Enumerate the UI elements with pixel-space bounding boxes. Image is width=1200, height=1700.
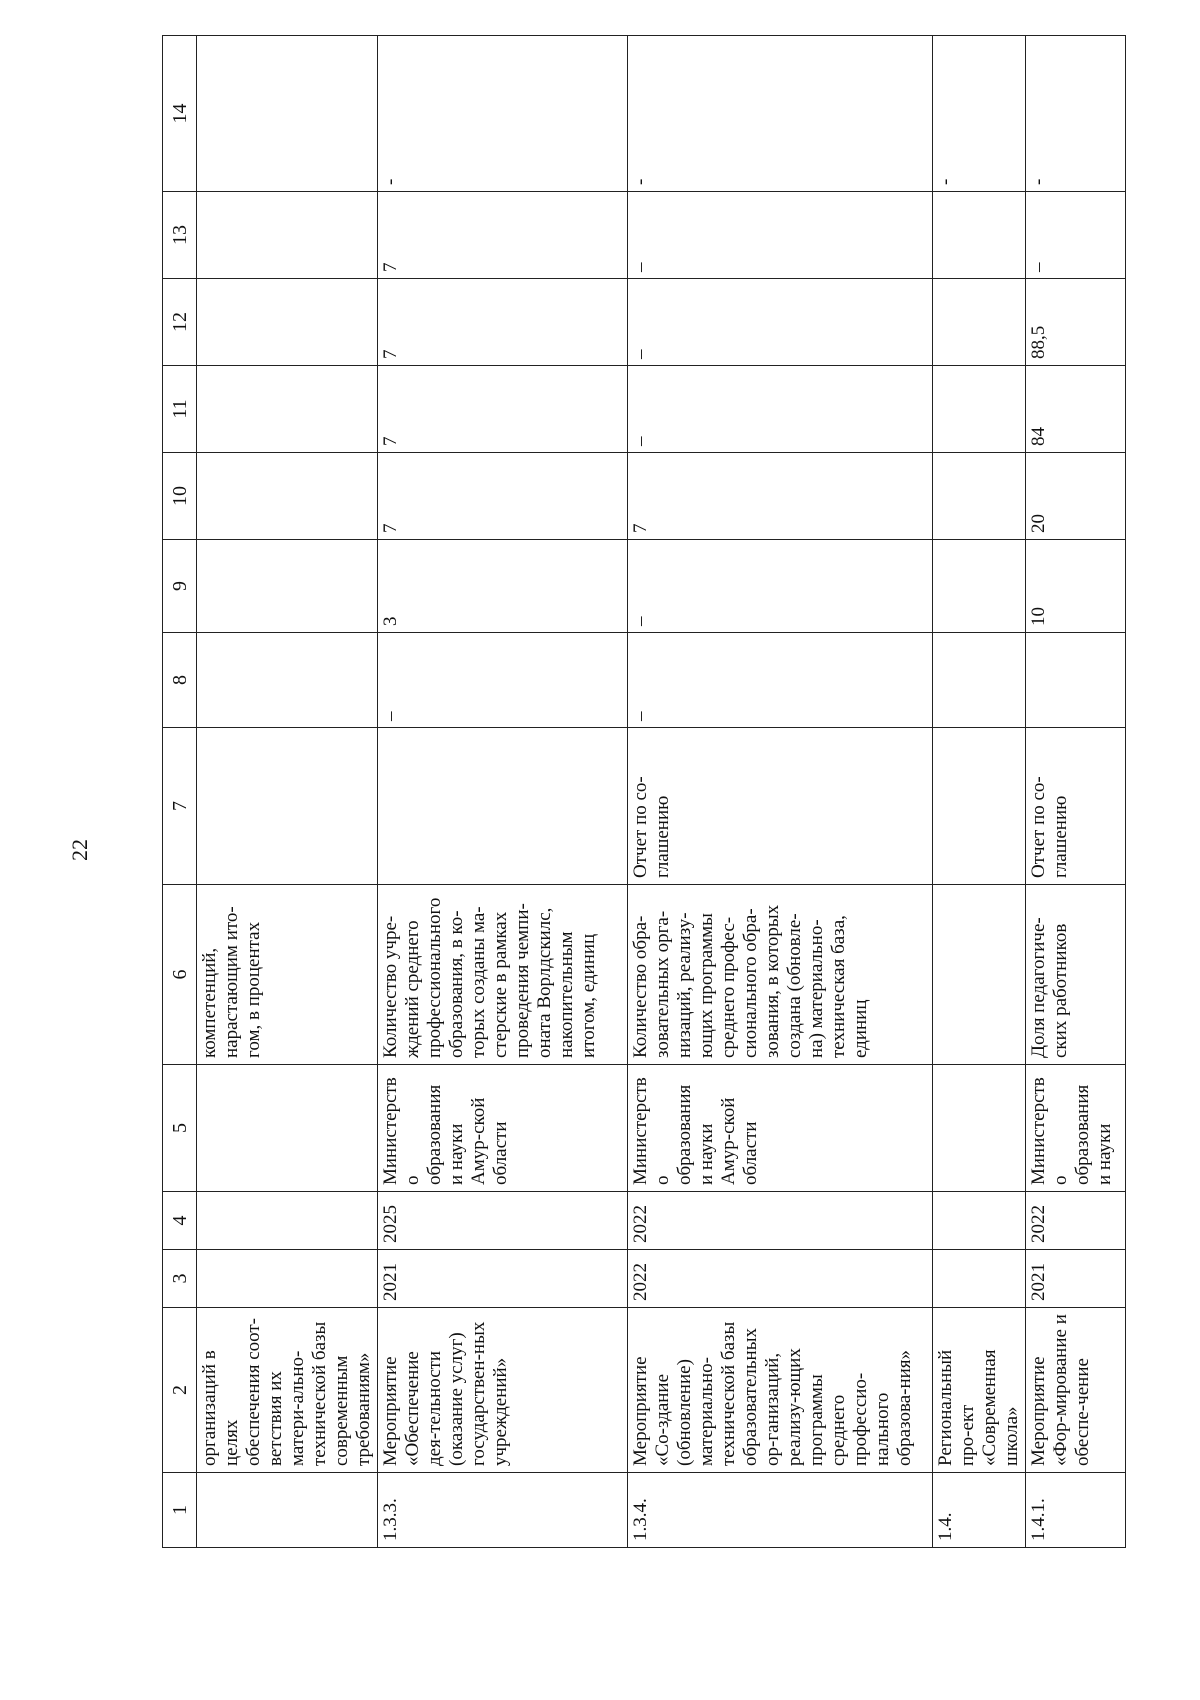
cell: - (378, 36, 628, 192)
cell: 1.3.3. (378, 1473, 628, 1548)
cell: 2022 (628, 1250, 933, 1308)
cell (197, 453, 378, 540)
cell: 7 (628, 453, 933, 540)
cell: Отчет по со-глашению (1026, 728, 1126, 885)
cell: – (378, 633, 628, 728)
cell: Количество учре-ждений среднего профессионального образования, в ко-торых созданы ма-стерские в рамках проведения чемпи-оната Ворлдскилс, накопительным итогом, единиц (378, 885, 628, 1065)
cell (933, 366, 1026, 453)
col-header-14: 14 (163, 36, 197, 192)
cell: 10 (1026, 540, 1126, 633)
cell: 3 (378, 540, 628, 633)
cell (197, 633, 378, 728)
col-header-4: 4 (163, 1192, 197, 1250)
cell: 84 (1026, 366, 1126, 453)
cell: Региональный про-ект «Современная школа» (933, 1308, 1026, 1473)
cell (197, 540, 378, 633)
cell (933, 1250, 1026, 1308)
cell (933, 540, 1026, 633)
cell: 2022 (628, 1192, 933, 1250)
cell: – (1026, 192, 1126, 279)
col-header-1: 1 (163, 1473, 197, 1548)
cell: компетенций, нарастающим ито-гом, в процентах (197, 885, 378, 1065)
cell: 1.3.4. (628, 1473, 933, 1548)
cell: 1.4. (933, 1473, 1026, 1548)
cell: Министерство образования и науки Амур-ской области (378, 1065, 628, 1192)
header-row (163, 36, 197, 1548)
cell (197, 728, 378, 885)
cell: 2021 (1026, 1250, 1126, 1308)
col-header-11: 11 (163, 366, 197, 453)
cell: – (628, 192, 933, 279)
cell: Доля педагогиче-ских работников (1026, 885, 1126, 1065)
cell: - (628, 36, 933, 192)
cell: Мероприятие «Со-здание (обновление) материально-технической базы образовательных ор-ганизаций, реализу-ющих программы среднего профессио-нального образова-ния» (628, 1308, 933, 1473)
col-header-9: 9 (163, 540, 197, 633)
col-header-8: 8 (163, 633, 197, 728)
table-row (378, 36, 628, 1548)
table-row (1026, 36, 1126, 1548)
cell: - (1026, 36, 1126, 192)
cell: 7 (378, 192, 628, 279)
cell: Министерство образования и науки (1026, 1065, 1126, 1192)
cell (933, 1065, 1026, 1192)
cell: 2022 (1026, 1192, 1126, 1250)
cell: 2021 (378, 1250, 628, 1308)
cell: Количество обра-зовательных орга-низаций, реализу-ющих программы среднего профес-сионального обра-зования, в которых создана (обновле-на) материально-техническая база, единиц (628, 885, 933, 1065)
col-header-13: 13 (163, 192, 197, 279)
cell: - (933, 36, 1026, 192)
cell (197, 192, 378, 279)
cell: – (628, 540, 933, 633)
cell (197, 1250, 378, 1308)
cell: 20 (1026, 453, 1126, 540)
cell: Мероприятие «Фор-мирование и обеспе-чение (1026, 1308, 1126, 1473)
cell (933, 885, 1026, 1065)
cell (933, 192, 1026, 279)
cell: Министерство образования и науки Амур-ской области (628, 1065, 933, 1192)
col-header-3: 3 (163, 1250, 197, 1308)
cell: 7 (378, 453, 628, 540)
cell: – (628, 279, 933, 366)
col-header-6: 6 (163, 885, 197, 1065)
cell (933, 453, 1026, 540)
table-row (933, 36, 1026, 1548)
cell: – (628, 633, 933, 728)
cell: 1.4.1. (1026, 1473, 1126, 1548)
cell (933, 633, 1026, 728)
cell: – (628, 366, 933, 453)
col-header-5: 5 (163, 1065, 197, 1192)
cell (933, 728, 1026, 885)
col-header-10: 10 (163, 453, 197, 540)
cell (197, 279, 378, 366)
cell (197, 1473, 378, 1548)
cell: 7 (378, 279, 628, 366)
col-header-2: 2 (163, 1308, 197, 1473)
table-row (628, 36, 933, 1548)
cell: 7 (378, 366, 628, 453)
rotated-table-wrapper (162, 36, 1115, 1548)
cell (197, 366, 378, 453)
page-number: 22 (67, 839, 92, 861)
cell: 88,5 (1026, 279, 1126, 366)
cell: 2025 (378, 1192, 628, 1250)
cell: Отчет по со-глашению (628, 728, 933, 885)
program-table (162, 35, 1126, 1548)
cell (197, 36, 378, 192)
cell (197, 1192, 378, 1250)
col-header-7: 7 (163, 728, 197, 885)
cell (1026, 633, 1126, 728)
cell (933, 279, 1026, 366)
cell: Мероприятие «Обеспечение дея-тельности (оказание услуг) государствен-ных учреждений» (378, 1308, 628, 1473)
cell: организаций в целях обеспечения соот-ветствия их матери-ально-технической базы современным требованиям» (197, 1308, 378, 1473)
cell (197, 1065, 378, 1192)
table-row (197, 36, 378, 1548)
col-header-12: 12 (163, 279, 197, 366)
cell (378, 728, 628, 885)
cell (933, 1192, 1026, 1250)
